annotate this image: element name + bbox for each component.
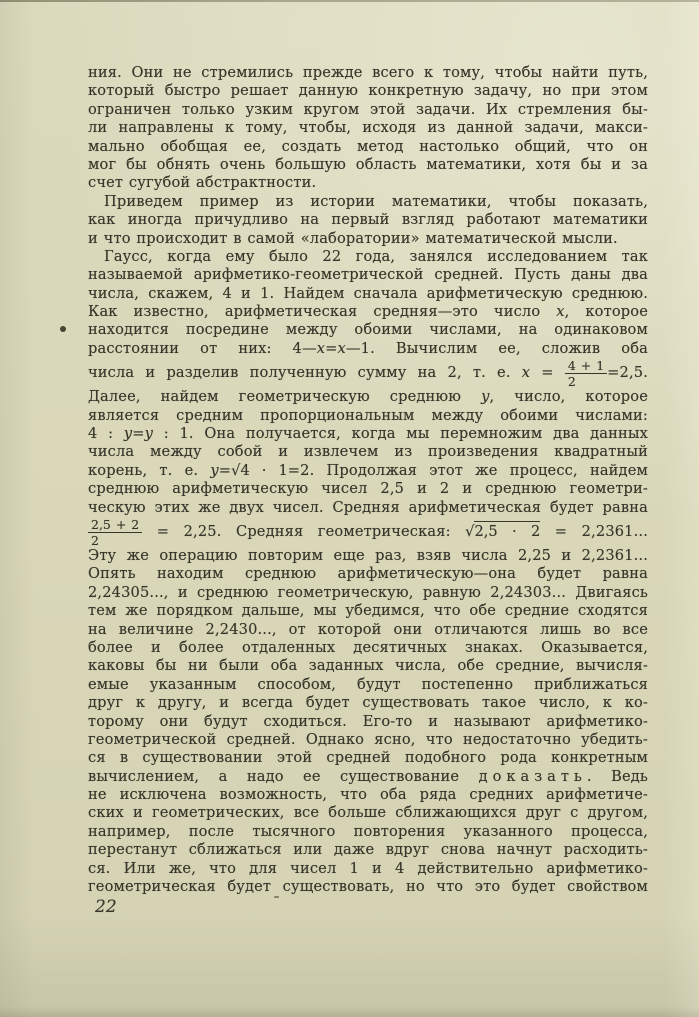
text-line: [88, 248, 648, 266]
text-line: [88, 878, 648, 896]
text-line: [88, 804, 648, 822]
text-run: среднюю арифметическую чисел 2,5 и 2 и среднюю геометри-: [88, 480, 648, 498]
text-run: числа между собой и извлечем из произведения квадратный: [88, 443, 648, 461]
text-line: [88, 266, 648, 284]
text-run: Эту же операцию повторим еще раз, взяв числа 2,25 и 2,2361...: [88, 546, 648, 564]
math-variable: y: [144, 425, 154, 443]
text-run: числа и разделив полученную сумму на 2, т. е.: [88, 364, 522, 382]
text-run: 4 :: [88, 425, 124, 443]
text-run: называемой арифметико-геометрической средней. Пусть даны два: [88, 266, 648, 284]
text-run: находится посредине между обоими числами, на одинаковом: [88, 321, 648, 339]
text-line: [88, 749, 648, 767]
text-line: [88, 156, 648, 174]
text-line: [88, 860, 648, 878]
text-line: [88, 388, 648, 406]
text-line: [88, 823, 648, 841]
text-run: числа, скажем, 4 и 1. Найдем сначала арифметическую среднюю.: [88, 284, 648, 302]
text-line: [88, 547, 648, 565]
text-line: [88, 82, 648, 100]
text-line: [88, 694, 648, 712]
text-line: [88, 565, 648, 583]
math-variable: x: [556, 303, 565, 321]
text-run: =2,5.: [607, 364, 648, 382]
text-run: ния. Они не стремились прежде всего к тому, чтобы найти путь,: [88, 64, 648, 81]
math-variable: x: [316, 339, 326, 357]
text-run: =2. Продолжая этот же процесс, найдем: [287, 461, 648, 479]
text-line: [88, 517, 648, 547]
math-variable: x: [337, 339, 346, 357]
text-run: ся в существовании этой средней подобного рода конкретным: [88, 749, 648, 767]
text-line: [88, 621, 648, 639]
text-line: [88, 425, 648, 443]
math-variable: y: [123, 425, 133, 443]
text-line: [88, 676, 648, 694]
text-run: ограничен только узким кругом этой задачи. Их стремления бы-: [88, 100, 648, 118]
text-line: [88, 499, 648, 517]
text-run: вычислением, а надо ее существование: [88, 767, 479, 785]
text-line: [88, 731, 648, 749]
text-line: [88, 303, 648, 321]
text-run: Далее, найдем геометрическую среднюю: [88, 388, 482, 406]
text-run: , число, которое: [489, 388, 648, 406]
text-run: тем же порядком дальше, мы убедимся, что обе средние сходятся: [88, 602, 648, 620]
math-variable: y: [481, 388, 490, 406]
fraction: $\frac{2,5 + 2}{2}$: [88, 518, 142, 547]
text-run: торому они будут сходиться. Его-то и называют арифметико-: [88, 712, 648, 730]
text-run: мально обобщая ее, создать метод настолько общий, что он: [88, 137, 648, 155]
text-run: . Ведь: [586, 767, 648, 785]
text-run: на величине 2,2430..., от которой они отличаются лишь во все: [88, 620, 648, 638]
text-run: Как известно, арифметическая средняя—это число: [88, 303, 557, 321]
text-run: —1. Вычислим ее, сложив оба: [345, 339, 648, 357]
text-line: [88, 713, 648, 731]
text-run: : 1. Она получается, когда мы перемножим два данных: [153, 425, 648, 443]
text-line: [88, 462, 648, 480]
text-run: Опять находим среднюю арифметическую—она будет равна: [88, 565, 648, 583]
text-run: корень, т. е.: [88, 461, 211, 479]
text-run: доказать: [478, 767, 587, 785]
text-line: [88, 443, 648, 461]
ink-speck-footer: [274, 896, 279, 898]
text-run: геометрической средней. Однако ясно, что недостаточно убедить-: [88, 730, 648, 748]
page-top-edge: [0, 0, 699, 2]
text-run: как иногда причудливо на первый взгляд работают математики: [88, 211, 648, 229]
text-block: [88, 64, 648, 896]
text-line: [88, 639, 648, 657]
text-run: Приведем пример из истории математики, чтобы показать,: [104, 192, 648, 210]
text-run: Гаусс, когда ему было 22 года, занялся исследованием так: [104, 247, 648, 265]
text-run: счет сугубой абстрактности.: [88, 174, 317, 192]
text-line: [88, 602, 648, 620]
text-line: [88, 64, 648, 82]
text-line: [88, 407, 648, 425]
fraction: $\frac{4 + 1}{2}$: [565, 359, 607, 388]
text-run: каковы бы ни были оба заданных числа, обе средние, вычисля-: [88, 657, 648, 675]
text-run: 2,24305..., и среднюю геометрическую, равную 2,24303... Двигаясь: [88, 583, 648, 601]
text-run: ся. Или же, что для чисел 1 и 4 действительно арифметико-: [88, 859, 648, 877]
text-run: емые указанным способом, будут постепенно приближаться: [88, 675, 648, 693]
text-line: [88, 358, 648, 388]
text-line: [88, 340, 648, 358]
text-run: например, после тысячного повторения указанного процесса,: [88, 822, 648, 840]
text-line: [88, 768, 648, 786]
text-run: ческую этих же двух чисел. Средняя арифметическая будет равна: [88, 498, 648, 516]
text-line: [88, 193, 648, 211]
text-line: [88, 285, 648, 303]
text-run: ли направлены к тому, чтобы, исходя из данной задачи, макси-: [88, 119, 648, 137]
text-line: [88, 119, 648, 137]
text-run: мог бы обнять очень большую область математики, хотя бы и за: [88, 155, 648, 173]
text-line: [88, 321, 648, 339]
text-run: = 2,25. Средняя геометрическая:: [142, 522, 466, 540]
text-line: [88, 230, 648, 248]
text-run: =: [218, 461, 232, 479]
text-run: =: [530, 364, 565, 382]
text-run: более и более отдаленных десятичных знаках. Оказывается,: [88, 638, 648, 656]
text-run: не исключена возможность, что оба ряда средних арифметиче-: [88, 786, 648, 804]
text-run: расстоянии от них: 4—: [88, 339, 317, 357]
text-run: друг к другу, и всегда будет существовать такое число, к ко-: [88, 694, 648, 712]
text-line: [88, 584, 648, 602]
text-run: геометрическая будет существовать, но что это будет свойством: [88, 878, 648, 896]
text-line: [88, 657, 648, 675]
ink-speck-margin: [60, 326, 66, 332]
text-line: [88, 101, 648, 119]
text-run: =: [132, 425, 145, 443]
sqrt-expression: √2,5 · 2: [465, 522, 541, 540]
text-line: [88, 174, 648, 192]
text-line: [88, 480, 648, 498]
text-line: [88, 211, 648, 229]
sqrt-expression: √4 · 1: [231, 461, 288, 479]
text-line: [88, 841, 648, 859]
text-run: ских и геометрических, все больше сближающихся друг с другом,: [88, 804, 648, 822]
text-run: перестанут сближаться или даже вдруг снова начнут расходить-: [88, 841, 648, 859]
math-variable: x: [521, 364, 531, 382]
text-line: [88, 138, 648, 156]
text-run: и что происходит в самой «лаборатории» математической мысли.: [88, 229, 618, 247]
text-run: , которое: [564, 303, 648, 321]
text-run: который быстро решает данную конкретную задачу, но при этом: [88, 82, 648, 100]
page-number: 22: [95, 897, 117, 917]
text-run: =: [325, 339, 338, 357]
text-run: является средним пропорциональным между обоими числами:: [88, 406, 648, 424]
text-run: = 2,2361...: [540, 522, 648, 540]
math-variable: y: [210, 461, 219, 479]
text-line: [88, 786, 648, 804]
